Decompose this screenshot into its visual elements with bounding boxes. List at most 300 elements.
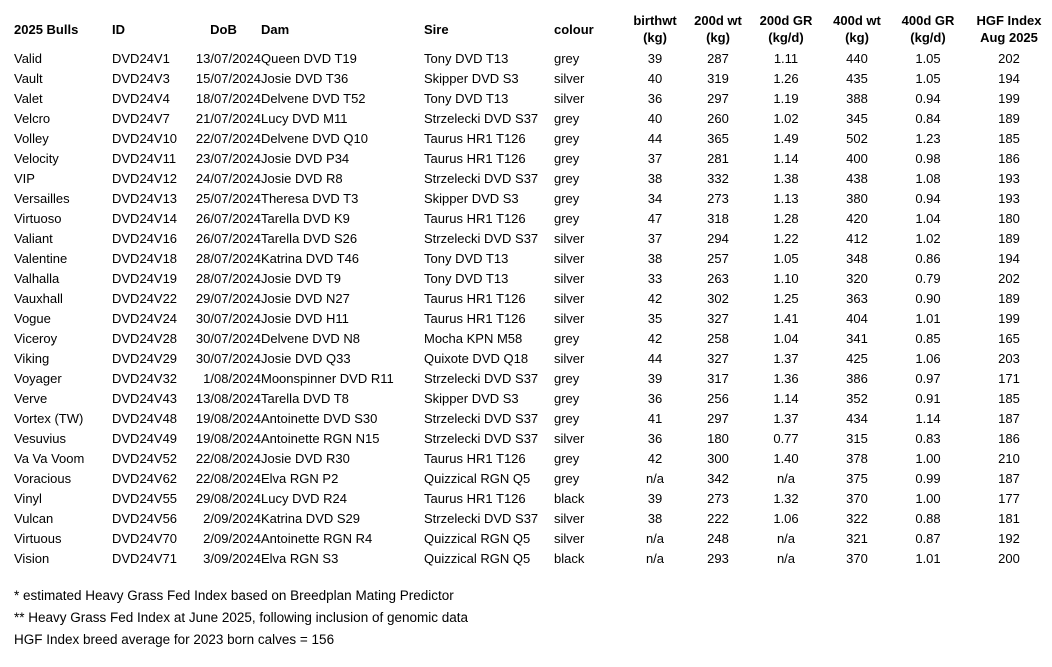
cell-sire: Tony DVD T13 [424,251,509,266]
cell-sire: Strzelecki DVD S37 [424,431,539,446]
cell-colour: silver [554,231,585,246]
cell-hgf: 193 [998,191,1020,206]
cell-dob: 15/07/2024 [195,71,261,86]
cell-gr200: 1.37 [773,351,799,366]
cell-dam: Delvene DVD T52 [261,91,366,106]
cell-wt400: 434 [846,411,868,426]
cell-dam: Delvene DVD N8 [261,331,360,346]
cell-name: Vision [14,551,50,566]
cell-wt200: 365 [707,131,729,146]
column-header-dob [186,9,261,49]
cell-hgf: 199 [998,311,1020,326]
table-row [14,289,1052,309]
cell-wt200: 222 [707,511,729,526]
column-header-label: colour [554,21,594,37]
cell-sire: Taurus HR1 T126 [424,311,526,326]
footnote-mating-predictor: * estimated Heavy Grass Fed Index based on Breedplan Mating Predictor [14,588,454,603]
cell-hgf: 210 [998,451,1020,466]
cell-id: DVD24V55 [112,491,178,506]
table-row [14,109,1052,129]
table-row [14,149,1052,169]
cell-wt400: 425 [846,351,868,366]
cell-name: Va Va Voom [14,451,85,466]
cell-dob: 13/07/2024 [195,51,261,66]
cell-dam: Antoinette RGN N15 [261,431,380,446]
cell-name: Volley [14,131,49,146]
cell-sire: Tony DVD T13 [424,51,509,66]
cell-id: DVD24V43 [112,391,178,406]
cell-gr200: 1.38 [773,171,799,186]
cell-wt200: 302 [707,291,729,306]
cell-birthwt: 41 [647,411,663,426]
cell-name: Versailles [14,191,70,206]
table-body [14,49,1052,569]
cell-wt400: 386 [846,371,868,386]
cell-wt200: 318 [707,211,729,226]
cell-wt400: 438 [846,171,868,186]
cell-wt400: 370 [846,491,868,506]
cell-colour: grey [554,451,580,466]
cell-name: Voyager [14,371,62,386]
cell-wt400: 420 [846,211,868,226]
cell-gr200: 1.11 [773,51,799,66]
cell-birthwt: 38 [647,171,663,186]
cell-dob: 22/07/2024 [195,131,261,146]
cell-wt400: 375 [846,471,868,486]
cell-birthwt: n/a [645,471,665,486]
table-header-row [14,9,1052,49]
cell-wt200: 248 [707,531,729,546]
table-row [14,209,1052,229]
cell-name: Voracious [14,471,72,486]
cell-wt200: 273 [707,191,729,206]
cell-sire: Mocha KPN M58 [424,331,523,346]
cell-id: DVD24V10 [112,131,178,146]
cell-birthwt: 40 [647,111,663,126]
cell-colour: grey [554,411,580,426]
cell-colour: grey [554,191,580,206]
cell-wt400: 378 [846,451,868,466]
cell-birthwt: 33 [647,271,663,286]
cell-dam: Katrina DVD S29 [261,511,360,526]
cell-dam: Josie DVD T9 [261,271,341,286]
cell-birthwt: 42 [647,451,663,466]
cell-dob: 24/07/2024 [195,171,261,186]
cell-gr200: 1.49 [773,131,799,146]
cell-hgf: 202 [998,51,1020,66]
cell-name: Vortex (TW) [14,411,84,426]
cell-gr200: 1.02 [773,111,799,126]
cell-hgf: 187 [998,471,1020,486]
cell-gr200: 0.77 [773,431,799,446]
cell-id: DVD24V4 [112,91,170,106]
column-header-unit: (kg/d) [910,30,946,45]
cell-dam: Lucy DVD R24 [261,491,347,506]
cell-colour: grey [554,371,580,386]
cell-wt200: 293 [707,551,729,566]
cell-dam: Elva RGN S3 [261,551,339,566]
column-header-colour [554,9,622,49]
cell-colour: grey [554,211,580,226]
cell-birthwt: 39 [647,51,663,66]
table-row [14,189,1052,209]
table-row [14,389,1052,409]
cell-id: DVD24V62 [112,471,178,486]
cell-colour: silver [554,311,585,326]
column-header-label: 400d wt [833,13,881,28]
cell-id: DVD24V12 [112,171,178,186]
cell-name: Viking [14,351,50,366]
cell-wt400: 352 [846,391,868,406]
cell-gr400: 1.01 [915,311,941,326]
column-header-label: Sire [424,21,449,37]
cell-hgf: 187 [998,411,1020,426]
cell-birthwt: 42 [647,331,663,346]
cell-gr400: 0.90 [915,291,941,306]
cell-sire: Skipper DVD S3 [424,391,519,406]
cell-colour: silver [554,291,585,306]
bull-catalogue-document [0,9,1052,667]
cell-hgf: 171 [998,371,1020,386]
cell-wt200: 263 [707,271,729,286]
cell-sire: Taurus HR1 T126 [424,211,526,226]
cell-gr200: 1.32 [773,491,799,506]
cell-gr400: 0.85 [915,331,941,346]
cell-sire: Strzelecki DVD S37 [424,411,539,426]
cell-name: Vesuvius [14,431,67,446]
cell-wt200: 317 [707,371,729,386]
cell-id: DVD24V28 [112,331,178,346]
cell-birthwt: 37 [647,151,663,166]
cell-id: DVD24V52 [112,451,178,466]
cell-colour: grey [554,151,580,166]
cell-name: Viceroy [14,331,58,346]
cell-hgf: 194 [998,71,1020,86]
cell-birthwt: 39 [647,371,663,386]
cell-id: DVD24V18 [112,251,178,266]
cell-colour: grey [554,51,580,66]
column-header-label: 200d wt [694,13,742,28]
cell-dob: 23/07/2024 [195,151,261,166]
cell-colour: grey [554,131,580,146]
cell-wt400: 363 [846,291,868,306]
cell-name: Vinyl [14,491,42,506]
cell-dam: Moonspinner DVD R11 [261,371,394,386]
column-header-unit: Aug 2025 [980,30,1038,45]
cell-dob: 2/09/2024 [203,511,261,526]
cell-birthwt: n/a [645,531,665,546]
cell-hgf: 185 [998,131,1020,146]
column-header-unit: (kg/d) [768,30,804,45]
cell-colour: grey [554,331,580,346]
cell-colour: black [554,491,585,506]
cell-id: DVD24V11 [112,151,177,166]
cell-wt400: 322 [846,511,868,526]
cell-dam: Elva RGN P2 [261,471,339,486]
cell-hgf: 177 [998,491,1020,506]
cell-sire: Strzelecki DVD S37 [424,111,539,126]
cell-gr400: 0.79 [915,271,941,286]
cell-birthwt: 40 [647,71,663,86]
cell-birthwt: 39 [647,491,663,506]
footnote-breed-average: HGF Index breed average for 2023 born calves = 156 [14,632,335,647]
footnote-genomic-data: ** Heavy Grass Fed Index at June 2025, following inclusion of genomic data [14,610,469,625]
cell-birthwt: 42 [647,291,663,306]
cell-gr400: 0.87 [915,531,941,546]
cell-sire: Tony DVD T13 [424,91,509,106]
cell-wt400: 348 [846,251,868,266]
column-header-wt200 [688,9,748,49]
cell-name: Virtuoso [14,211,62,226]
table-row [14,69,1052,89]
cell-birthwt: 38 [647,511,663,526]
cell-gr400: 0.84 [915,111,941,126]
cell-gr200: 1.10 [773,271,799,286]
cell-gr200: 1.36 [773,371,799,386]
cell-id: DVD24V71 [112,551,178,566]
cell-birthwt: 38 [647,251,663,266]
cell-dam: Tarella DVD S26 [261,231,358,246]
cell-wt200: 180 [707,431,729,446]
column-header-dam [261,9,424,49]
cell-gr400: 1.05 [915,71,941,86]
cell-sire: Strzelecki DVD S37 [424,371,539,386]
cell-colour: silver [554,351,585,366]
cell-birthwt: 44 [647,131,663,146]
cell-dob: 22/08/2024 [195,471,261,486]
cell-id: DVD24V22 [112,291,178,306]
table-header [14,9,1052,49]
column-header-birthwt [622,9,688,49]
cell-birthwt: 47 [647,211,663,226]
cell-sire: Taurus HR1 T126 [424,451,526,466]
cell-gr200: n/a [776,551,796,566]
cell-gr200: 1.28 [773,211,799,226]
cell-wt400: 370 [846,551,868,566]
cell-wt400: 321 [846,531,868,546]
cell-dam: Antoinette DVD S30 [261,411,378,426]
cell-hgf: 189 [998,111,1020,126]
cell-gr200: 1.19 [773,91,799,106]
cell-sire: Quixote DVD Q18 [424,351,529,366]
cell-wt400: 435 [846,71,868,86]
cell-gr400: 0.91 [915,391,941,406]
cell-sire: Taurus HR1 T126 [424,291,526,306]
cell-birthwt: 36 [647,391,663,406]
cell-birthwt: 37 [647,231,663,246]
cell-id: DVD24V13 [112,191,178,206]
cell-dob: 3/09/2024 [203,551,261,566]
cell-sire: Quizzical RGN Q5 [424,531,531,546]
cell-id: DVD24V7 [112,111,170,126]
footnotes [14,587,1052,648]
cell-hgf: 192 [998,531,1020,546]
cell-gr200: 1.06 [773,511,799,526]
cell-gr400: 1.04 [915,211,941,226]
column-header-label: 400d GR [901,13,955,28]
table-row [14,469,1052,489]
cell-dam: Josie DVD T36 [261,71,349,86]
cell-id: DVD24V29 [112,351,178,366]
cell-hgf: 186 [998,431,1020,446]
cell-wt200: 258 [707,331,729,346]
cell-hgf: 180 [998,211,1020,226]
cell-birthwt: 35 [647,311,663,326]
cell-dam: Josie DVD P34 [261,151,350,166]
cell-hgf: 194 [998,251,1020,266]
column-header-id [112,9,186,49]
cell-colour: silver [554,271,585,286]
cell-gr200: 1.05 [773,251,799,266]
cell-id: DVD24V32 [112,371,178,386]
cell-gr200: 1.14 [773,151,799,166]
cell-colour: silver [554,511,585,526]
cell-gr400: 1.00 [915,491,941,506]
cell-wt400: 400 [846,151,868,166]
table-row [14,249,1052,269]
cell-dob: 28/07/2024 [195,251,261,266]
cell-dob: 1/08/2024 [203,371,261,386]
cell-dam: Josie DVD H11 [261,311,349,326]
cell-sire: Strzelecki DVD S37 [424,511,539,526]
cell-dob: 13/08/2024 [195,391,261,406]
cell-dob: 29/08/2024 [195,491,261,506]
cell-wt200: 287 [707,51,729,66]
cell-birthwt: 36 [647,91,663,106]
cell-sire: Skipper DVD S3 [424,191,519,206]
cell-colour: silver [554,251,585,266]
cell-gr200: n/a [776,471,796,486]
cell-birthwt: 44 [647,351,663,366]
cell-id: DVD24V49 [112,431,178,446]
table-row [14,449,1052,469]
cell-dam: Antoinette RGN R4 [261,531,373,546]
cell-hgf: 199 [998,91,1020,106]
column-header-label: HGF Index [976,13,1042,28]
cell-wt200: 297 [707,411,729,426]
cell-dob: 18/07/2024 [195,91,261,106]
cell-dob: 2/09/2024 [203,531,261,546]
cell-sire: Taurus HR1 T126 [424,131,526,146]
cell-colour: silver [554,431,585,446]
cell-colour: grey [554,391,580,406]
cell-wt200: 297 [707,91,729,106]
cell-name: Vauxhall [14,291,63,306]
cell-sire: Skipper DVD S3 [424,71,519,86]
cell-dam: Tarella DVD K9 [261,211,350,226]
cell-id: DVD24V14 [112,211,178,226]
table-row [14,49,1052,69]
cell-gr200: 1.14 [773,391,799,406]
column-header-unit: (kg) [643,30,667,45]
cell-dob: 30/07/2024 [195,311,261,326]
cell-birthwt: n/a [645,551,665,566]
cell-wt400: 440 [846,51,868,66]
cell-name: Vault [14,71,43,86]
cell-gr400: 1.02 [915,231,941,246]
cell-gr200: 1.04 [773,331,799,346]
cell-id: DVD24V1 [112,51,170,66]
cell-dam: Theresa DVD T3 [261,191,359,206]
cell-gr400: 0.98 [915,151,941,166]
table-row [14,89,1052,109]
cell-gr200: 1.13 [773,191,799,206]
cell-gr400: 0.86 [915,251,941,266]
cell-dam: Delvene DVD Q10 [261,131,368,146]
cell-gr200: 1.22 [773,231,799,246]
cell-name: Vogue [14,311,51,326]
cell-wt400: 404 [846,311,868,326]
cell-dob: 26/07/2024 [195,231,261,246]
cell-dob: 29/07/2024 [195,291,261,306]
cell-id: DVD24V19 [112,271,178,286]
cell-hgf: 189 [998,291,1020,306]
cell-sire: Strzelecki DVD S37 [424,231,539,246]
table-row [14,369,1052,389]
table-row [14,169,1052,189]
cell-wt400: 341 [846,331,868,346]
column-header-label: 200d GR [759,13,813,28]
cell-gr200: 1.25 [773,291,799,306]
cell-wt400: 320 [846,271,868,286]
cell-gr400: 0.94 [915,91,941,106]
column-header-label: 2025 Bulls [14,21,79,37]
cell-wt200: 327 [707,311,729,326]
cell-sire: Taurus HR1 T126 [424,151,526,166]
cell-gr400: 0.99 [915,471,941,486]
column-header-label: Dam [261,21,290,37]
cell-name: Valet [14,91,43,106]
cell-dob: 30/07/2024 [195,351,261,366]
cell-gr200: n/a [776,531,796,546]
cell-sire: Tony DVD T13 [424,271,509,286]
cell-gr400: 1.08 [915,171,941,186]
cell-birthwt: 34 [647,191,663,206]
cell-wt200: 342 [707,471,729,486]
table-row [14,309,1052,329]
column-header-hgf [966,9,1052,49]
cell-colour: silver [554,71,585,86]
cell-wt400: 345 [846,111,868,126]
cell-name: Valhalla [14,271,60,286]
cell-dam: Katrina DVD T46 [261,251,360,266]
column-header-gr200 [748,9,824,49]
cell-name: Valid [14,51,42,66]
table-row [14,549,1052,569]
cell-dam: Josie DVD Q33 [261,351,351,366]
cell-wt200: 273 [707,491,729,506]
cell-gr400: 1.14 [915,411,941,426]
table-row [14,129,1052,149]
cell-wt400: 502 [846,131,868,146]
column-header-label: ID [112,21,125,37]
cell-wt400: 388 [846,91,868,106]
cell-wt400: 380 [846,191,868,206]
cell-sire: Strzelecki DVD S37 [424,171,539,186]
cell-colour: grey [554,171,580,186]
cell-dam: Lucy DVD M11 [261,111,348,126]
cell-wt200: 256 [707,391,729,406]
cell-dob: 19/08/2024 [195,431,261,446]
cell-dob: 30/07/2024 [195,331,261,346]
cell-hgf: 200 [998,551,1020,566]
column-header-unit: (kg) [845,30,869,45]
cell-gr400: 0.97 [915,371,941,386]
column-header-sire [424,9,554,49]
cell-dob: 19/08/2024 [195,411,261,426]
table-row [14,349,1052,369]
cell-gr400: 1.05 [915,51,941,66]
